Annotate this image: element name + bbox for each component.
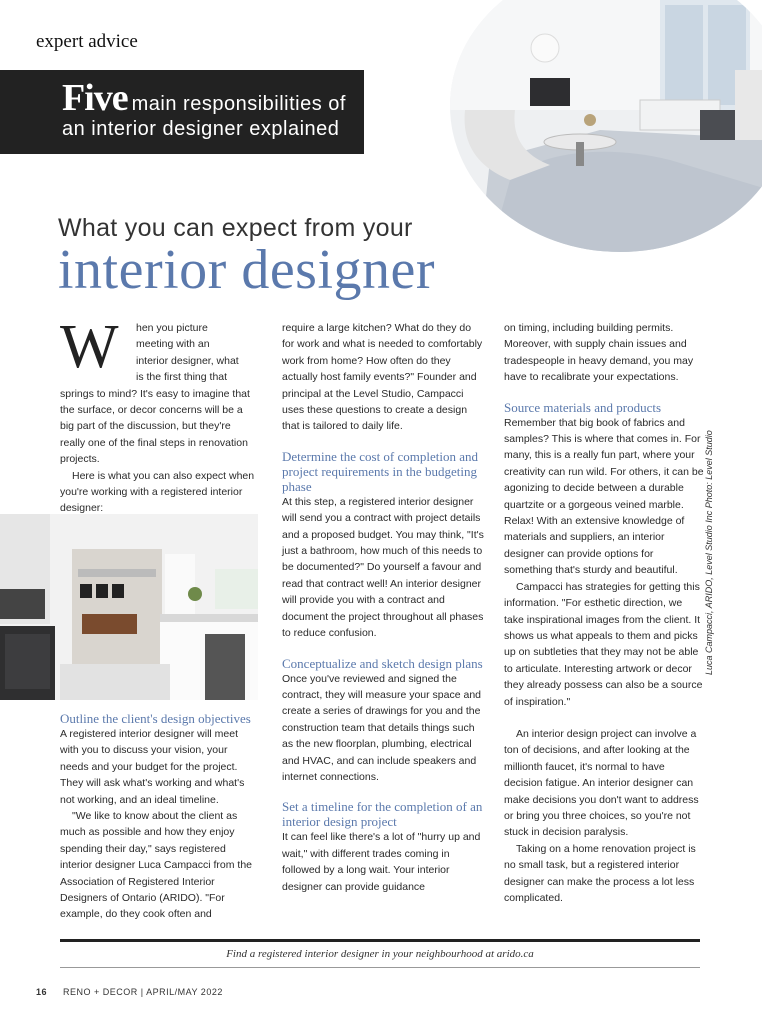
intro-line: hen you picture [136, 322, 208, 334]
paragraph: Campacci has strategies for getting this information. "For esthetic direction, we take inspirational images from the client. It shows us what appeals to them and picks up on subtleties that they may not be able to articulate. Interesting artwork or decor they already possess can also be a source of inspiration." [504, 580, 703, 708]
paragraph: on timing, including building permits. Moreover, with supply chain issues and tradespeople in heavy demand, you may have to recalibrate your expectations. [504, 322, 694, 384]
paragraph: An interior design project can involve a ton of decisions, and after looking at the millionth faucet, it's normal to have decision fatigue. An interior designer can make decisions you don't want to address or bring you three choices, so you're not stuck in decision paralysis. [504, 727, 699, 839]
article-title: interior designer [58, 239, 436, 301]
headline-big-word: Five [62, 77, 128, 119]
paragraph: It can feel like there's a lot of "hurry up and wait," with different trades coming in followed by a long wait. Your interior designer can provide guidance [282, 831, 481, 893]
intro-line: interior designer, what [136, 354, 239, 367]
column-1-bottom [60, 711, 258, 923]
column-1-top [60, 320, 258, 517]
column-2 [282, 320, 484, 895]
photo-credit: Luca Campacci, ARIDO, Level Studio Inc Photo: Level Studio [704, 430, 714, 675]
subhead-design-plans: Conceptualize and sketch design plans [282, 655, 483, 671]
paragraph: Here is what you can also expect when you're working with a registered interior designer: [60, 469, 255, 515]
paragraph: Once you've reviewed and signed the contract, they will measure your space and create a series of drawings for you and the construction team that details things such as the new floorplan, plumbing, electrical and HVAC, and can include speakers and internet connections. [282, 672, 482, 783]
paragraph: "We like to know about the client as much as possible and how they enjoy spending their day," says registered interior designer Luca Campacci from the Association of Registered Interior Designers of Ontario (ARIDO). "For example, do they cook often and [60, 810, 253, 921]
column-3 [504, 320, 704, 906]
paragraph: At this step, a registered interior designer will send you a contract with project details and a proposed budget. You may think, "It's just a bathroom, how much of this needs to be documented?" Do yourself a favour and read that contract well! An interior designer will provide you with a contract and document the project throughout all phases to reduce confusion. [282, 495, 484, 640]
magazine-name: RENO + DECOR [63, 987, 138, 997]
page-number: 16 [36, 987, 48, 997]
drop-cap: W [60, 313, 119, 381]
issue-date: APRIL/MAY 2022 [146, 987, 223, 997]
folio: 16 RENO + DECOR | APRIL/MAY 2022 [36, 987, 223, 997]
kitchen-photo [0, 514, 258, 700]
subhead-design-objectives: Outline the client's design objectives [60, 711, 251, 726]
living-room-photo [450, 0, 762, 252]
paragraph: A registered interior designer will meet with you to discuss your vision, your needs and your budget for the project. They will ask what's working and what's not working, and an ideal timeline. [60, 728, 245, 806]
footer-note: Find a registered interior designer in your neighbourhood at arido.ca [226, 948, 534, 960]
paragraph: Remember that big book of fabrics and samples? This is where that comes in. For many, this is a really fun part, where your creativity can run wild. For others, it can be agonizing to decide between a durable quartzite or a gorgeous veined marble. Relax! With an extensive knowledge of materials and suppliers, an interior designer can provide options for something that's sturdy and beautiful. [504, 416, 704, 577]
footer-divider [60, 967, 700, 968]
paragraph: require a large kitchen? What do they do for work and what is needed to comfortably work from home? How often do they actually host family events?" Founder and principal at the Level Studio, Campacci uses these questions to create a design that is tailored to daily life. [282, 322, 483, 433]
subhead-timeline: Set a timeline for the completion of an interior design project [282, 799, 483, 830]
subhead-budgeting: Determine the cost of completion and project requirements in the budgeting phase [282, 448, 479, 494]
subhead-source-materials: Source materials and products [504, 399, 662, 415]
headline-line1: main responsibilities of [131, 93, 346, 115]
intro-paragraph: springs to mind? It's easy to imagine that the surface, or decor concerns will be a big part of the discussion, but they're really one of the final steps in renovation projects. [60, 387, 250, 466]
intro-line: meeting with an [136, 338, 210, 351]
intro-line: is the first thing that [136, 371, 228, 384]
section-label: expert advice [36, 31, 138, 52]
footer-rule [60, 939, 700, 942]
headline-banner [0, 70, 364, 154]
headline-line2: an interior designer explained [62, 118, 340, 140]
paragraph: Taking on a home renovation project is no small task, but a registered interior designer can make the process a lot less complicated. [504, 842, 696, 904]
deck-line: What you can expect from your [58, 214, 413, 242]
